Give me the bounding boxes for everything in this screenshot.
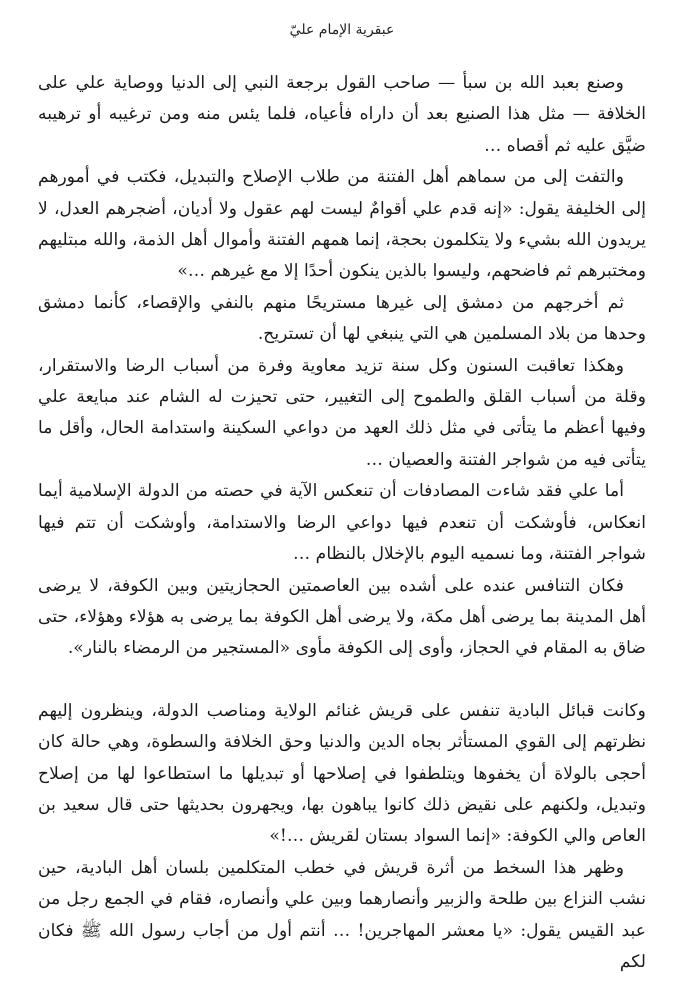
running-head: عبقرية الإمام عليّ: [289, 22, 395, 38]
section-gap: [38, 665, 646, 696]
paragraph: ثم أخرجهم من دمشق إلى غيرها مستريحًا منهم بالنفي والإقصاء، كأنما دمشق وحدها من بلاد المسلمين هي التي ينبغي لها أن تستريح.: [38, 292, 646, 345]
paragraph: أما علي فقد شاءت المصادفات أن تنعكس الآية في حصته من الدولة الإسلامية أيما انعكاس، فأوشكت أن تنعدم فيها دواعي الرضا والاستدامة، وأوشكت أن تتم فيها شواجر الفتنة، وما نسميه اليوم بالإخلال بالنظام …: [38, 481, 646, 565]
paragraph: وصنع بعبد الله بن سبأ — صاحب القول برجعة النبي إلى الدنيا ووصاية علي على الخلافة — مثل هذا الصنيع بعد أن داراه فأعياه، فلما يئس منه ومن ترغيبه أو ترهيبه ضيَّق عليه ثم أقصاه …: [38, 73, 646, 156]
paragraph: وظهر هذا السخط من أثرة قريش في خطب المتكلمين بلسان أهل البادية، حين نشب النزاع بين طلحة والزبير وأنصارهما وبين علي وأنصاره، فقام في الجمع رجل من عبد القيس يقول: «يا معشر المهاجرين! … أنتم أول من أجاب رسول الله ﷺ فكان لكم: [38, 857, 646, 972]
paragraph: فكان التنافس عنده على أشده بين العاصمتين الحجازيتين وبين الكوفة، لا يرضى أهل المدينة بما يرضى أهل مكة، ولا يرضى أهل الكوفة بما يرضى به هؤلاء وهؤلاء، حتى ضاق به المقام في الحجاز، وأوى إلى الكوفة مأوى «المستجير من الرمضاء بالنار».: [38, 575, 646, 659]
paragraph: والتفت إلى من سماهم أهل الفتنة من طلاب الإصلاح والتبديل، فكتب في أمورهم إلى الخليفة يقول: «إنه قدم علي أقوامٌ ليست لهم عقول ولا أديان، أضجرهم العدل، لا يريدون الله بشيء ولا يتكلمون بحجة، إنما همهم الفتنة وأموال أهل الذمة، والله مبتليهم ومختبرهم ثم فاضحهم، وليسوا بالذين ينكون أحدًا إلا مع غيرهم …»: [38, 167, 646, 282]
paragraph: وهكذا تعاقبت السنون وكل سنة تزيد معاوية وفرة من أسباب الرضا والاستقرار، وقلة من أسباب القلق والطموح إلى التغيير، حتى تحيزت له الشام عند مبايعة علي وفيها أعظم ما يتأتى في مثل ذلك العهد من دواعي السكينة واستدامة الحال، وأقل ما يتأتى فيه من شواجر الفتنة والعصيان …: [38, 355, 646, 470]
body-text: [38, 68, 646, 978]
paragraph: وكانت قبائل البادية تنفس على قريش غنائم الولاية ومناصب الدولة، وينظرون إليهم نظرتهم إلى القوي المستأثر بجاه الدين والدنيا وحق الخلافة والسطوة، وهي حالة كان أحجى بالولاة أن يخفوها ويتلطفوا في إصلاحها أو تبديلها ما استطاعوا لها من إصلاح وتبديل، ولكنهم على نقيض ذلك كانوا يباهون بها، ويجهرون بحديثها حتى قال سعيد بن العاص والي الكوفة: «إنما السواد بستان لقريش …!»: [38, 700, 646, 847]
